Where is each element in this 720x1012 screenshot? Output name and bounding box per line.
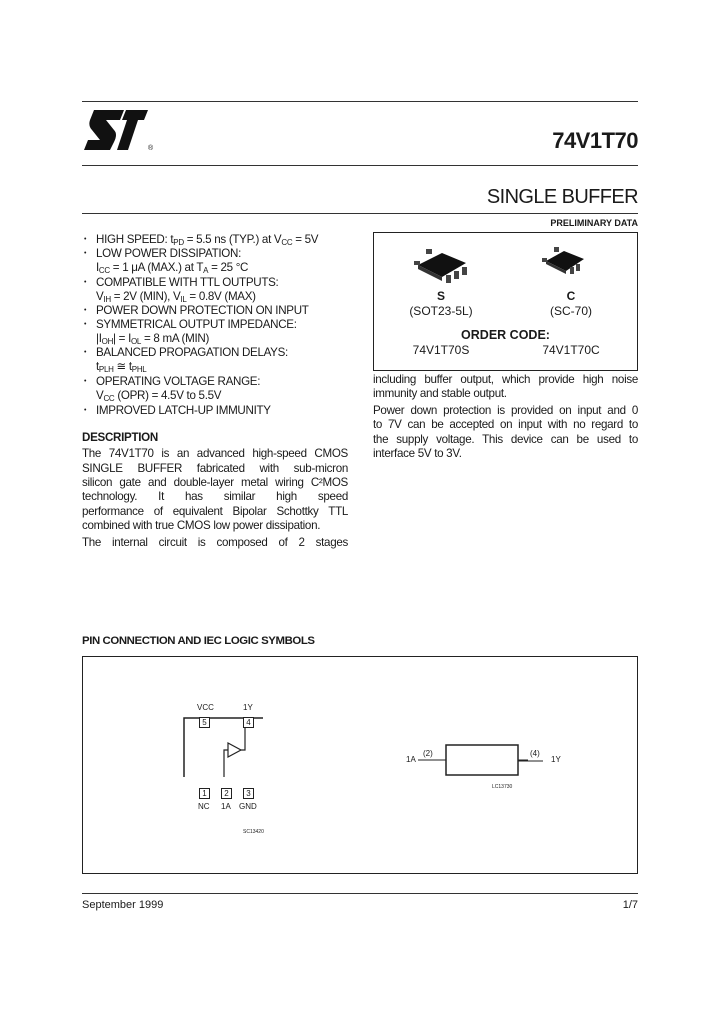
order-code-c: 74V1T70C [542, 343, 600, 357]
st-logo-icon [84, 108, 156, 154]
feature-impedance: SYMMETRICAL OUTPUT IMPEDANCE: [96, 318, 297, 331]
package-s-code: S [436, 289, 445, 303]
pin-1-label: NC [198, 802, 210, 811]
desc-line: the supply voltage. This device can be used to [373, 433, 638, 446]
feature-ttl: COMPATIBLE WITH TTL OUTPUTS: [96, 276, 279, 289]
pin-1: 1 [199, 788, 210, 799]
iec-input-label: 1A [406, 755, 416, 764]
iec-output-label: 1Y [551, 755, 561, 764]
pin-2: 2 [221, 788, 232, 799]
iec-logic-symbol [418, 744, 528, 776]
desc-line: performance of equivalent Bipolar Schottky TTL [82, 505, 348, 518]
svg-text:®: ® [148, 145, 154, 152]
iec-input-pin: (2) [423, 749, 433, 758]
feature-delays: BALANCED PROPAGATION DELAYS: [96, 346, 288, 359]
desc-line: including buffer output, which provide high noise [373, 373, 638, 386]
top-rule [82, 101, 638, 102]
feature-voltage: OPERATING VOLTAGE RANGE: [96, 375, 261, 388]
description-heading: DESCRIPTION [82, 431, 158, 444]
pin-3-label: GND [239, 802, 257, 811]
left-figure-code: SC13420 [243, 829, 264, 835]
feature-low-power-detail: $I_{CC} = 1$ μA (MAX.) at $T_A = 25$ °C [96, 261, 249, 275]
feature-high-speed: HIGH SPEED: $t_{PD} = 5.5$ ns (TYP.) at $V_{CC} = 5V$ [96, 233, 319, 247]
datasheet-page: ® 74V1T70 SINGLE BUFFER PRELIMINARY DATA • HIGH SPEED: $t_{PD} = 5.5$ ns (TYP.) at $V_{CC} = 5V$ • LOW POWER DISSIPATION: $I_{CC} = 1$ μA (MAX.) at $T_A = 25$ °C • COMPATIBLE WITH TTL OUTPUTS: $V_{IH} = 2V$ (MIN), $V_{IL} = 0.8V$ (MAX) • POWER DOWN PROTECTION ON INPUT • SYMMETRICAL OUTPUT IMPEDANCE: $|I_{OH}| = I_{OL} = 8$ mA (MIN) • BALANCED PROPAGATION DELAYS: $t_{PLH}$ ≅ $t_{PHL}$ • OPERATING VOLTAGE RANGE: $V_{CC}$ (OPR) = 4.5V to 5.5V • IMPROVED LATCH-UP IMMUNITY S (SOT23-5L) C (SC-70) ORDER CODE: 74V1T70S 74V1T70C DESCRIPTION The 74V1T70 is an advanced high-speed CMOS SINGLE BUFFER fabricated with sub-micron silicon gate and double-layer metal wiring C²MOS technology. It has similar high speed performance of equivalent Bipolar Schottky TTL combined with true CMOS low power dissipation. The internal circuit is composed of 2 stages including buffer output, which provide high noise immunity and stable output. Power down protection is provided on input and 0 to 7V can be accepted on input with no regard to the supply voltage. This device can be used to interface 5V to 3V. PIN CONNECTION AND IEC LOGIC SYMBOLS 5 4 1 2 3 VCC 1Y NC 1A GND SC13420 1A (2) (4) 1Y LC13730 September 1999 1/7 [0, 0, 720, 1012]
feature-delays-detail: $t_{PLH}$ ≅ $t_{PHL}$ [96, 360, 147, 374]
pin-5-label: VCC [197, 703, 214, 712]
pin-4-label: 1Y [243, 703, 253, 712]
iec-output-line [518, 760, 543, 762]
pin-4: 4 [243, 717, 254, 728]
sc70-package-icon [542, 245, 588, 277]
desc-line: technology. It has similar high speed [82, 490, 348, 503]
desc-line: The 74V1T70 is an advanced high-speed CMOS [82, 447, 348, 460]
desc-line: immunity and stable output. [373, 387, 507, 400]
pin-2-label: 1A [221, 802, 231, 811]
title-rule [82, 165, 638, 166]
desc-line: to 7V can be accepted on input with no regard to [373, 418, 638, 431]
pin-5: 5 [199, 717, 210, 728]
desc-line: interface 5V to 3V. [373, 447, 462, 460]
feature-low-power: LOW POWER DISSIPATION: [96, 247, 241, 260]
footer-date: September 1999 [82, 899, 164, 911]
pin-3: 3 [243, 788, 254, 799]
pin-diagram-box [82, 656, 638, 874]
part-number-title: 74V1T70 [552, 128, 638, 153]
feature-power-down: POWER DOWN PROTECTION ON INPUT [96, 304, 309, 317]
desc-line: silicon gate and double-layer metal wiring C²MOS [82, 476, 348, 489]
feature-voltage-detail: $V_{CC}$ (OPR) = 4.5V to 5.5V [96, 389, 222, 403]
desc-line: combined with true CMOS low power dissipation. [82, 519, 321, 532]
footer-rule [82, 893, 638, 894]
package-box [373, 232, 638, 371]
package-s-name: (SOT23-5L) [409, 304, 473, 318]
desc-line: The internal circuit is composed of 2 stages [82, 536, 348, 549]
pin-section-heading: PIN CONNECTION AND IEC LOGIC SYMBOLS [82, 635, 315, 647]
feature-impedance-detail: $|I_{OH}| = I_{OL} = 8$ mA (MIN) [96, 332, 210, 346]
desc-line: Power down protection is provided on input and 0 [373, 404, 638, 417]
package-c-name: (SC-70) [549, 304, 592, 318]
iec-output-pin: (4) [530, 749, 540, 758]
subtitle-rule [82, 213, 638, 214]
preliminary-label: PRELIMINARY DATA [550, 218, 638, 228]
footer-page-number: 1/7 [622, 899, 638, 911]
desc-line: SINGLE BUFFER fabricated with sub-micron [82, 462, 348, 475]
feature-latchup: IMPROVED LATCH-UP IMMUNITY [96, 404, 271, 417]
sot23-package-icon [414, 245, 470, 283]
subtitle: SINGLE BUFFER [486, 186, 638, 208]
right-figure-code: LC13730 [492, 784, 513, 790]
order-code-label: ORDER CODE: [461, 328, 550, 342]
feature-ttl-detail: $V_{IH} = 2V$ (MIN), $V_{IL} = 0.8V$ (MAX) [96, 290, 256, 304]
order-code-s: 74V1T70S [412, 343, 470, 357]
package-c-code: C [566, 289, 576, 303]
